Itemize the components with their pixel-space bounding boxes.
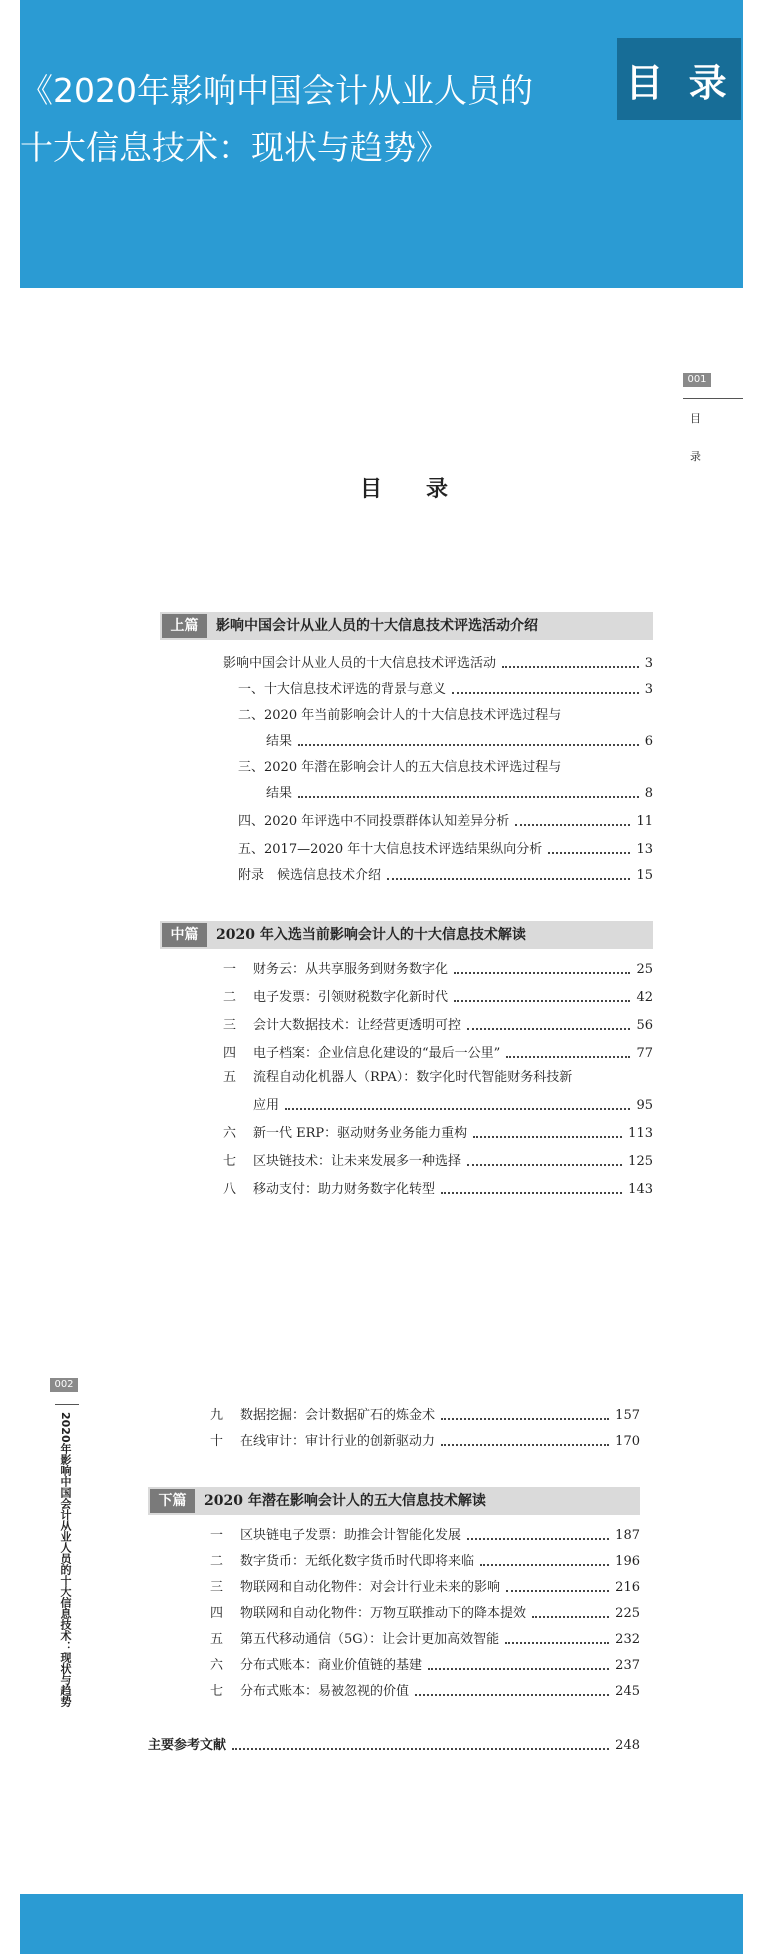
entry-page: 237 (615, 1658, 640, 1673)
toc-entry[interactable] (266, 782, 653, 804)
toc-heading: 目录 (360, 476, 493, 502)
entry-number: 六 (223, 1126, 237, 1141)
entry-page: 42 (636, 990, 653, 1005)
entry-number: 三 (210, 1580, 224, 1595)
side-char: 录 (690, 450, 701, 463)
page-number-002: 002 (50, 1378, 78, 1392)
part-header-middle (160, 921, 653, 949)
entry-page: 245 (615, 1684, 640, 1699)
toc-entry[interactable] (223, 986, 653, 1008)
entry-text: 区块链技术：让未来发展多一种选择 (253, 1154, 462, 1169)
entry-text: 结果 (266, 786, 293, 801)
toc-entry[interactable] (210, 1576, 640, 1598)
leader-dots (480, 1564, 609, 1566)
toc-entry[interactable] (238, 838, 653, 860)
entry-number: 二 (223, 990, 237, 1005)
entry-number: 五 (223, 1070, 237, 1085)
entry-text: 物联网和自动化物件：万物互联推动下的降本提效 (240, 1606, 527, 1621)
entry-page: 125 (628, 1154, 653, 1169)
leader-dots (473, 1136, 622, 1138)
toc-entry[interactable] (223, 1122, 653, 1144)
entry-page: 15 (636, 868, 653, 883)
entry-number: 一 (223, 962, 237, 977)
toc-entry[interactable] (238, 810, 653, 832)
toc-entry[interactable] (266, 730, 653, 752)
entry-page: 11 (636, 814, 653, 829)
leader-dots (232, 1748, 609, 1750)
entry-text: 物联网和自动化物件：对会计行业未来的影响 (240, 1580, 501, 1595)
entry-text: 三、2020 年潜在影响会计人的五大信息技术评选过程与 (238, 760, 562, 775)
leader-dots (506, 1056, 630, 1058)
leader-dots (548, 852, 630, 854)
entry-page: 248 (615, 1738, 640, 1753)
toc-entry[interactable] (223, 1014, 653, 1036)
entry-number: 九 (210, 1408, 224, 1423)
page-rule (683, 398, 743, 399)
contents-badge: 目 录 (617, 38, 741, 120)
entry-page: 225 (615, 1606, 640, 1621)
toc-entry[interactable] (238, 864, 653, 886)
leader-dots (532, 1616, 609, 1618)
entry-text: 会计大数据技术：让经营更透明可控 (253, 1018, 462, 1033)
toc-entry[interactable] (210, 1628, 640, 1650)
entry-number: 四 (210, 1606, 224, 1621)
leader-dots (515, 824, 630, 826)
entry-text: 分布式账本：易被忽视的价值 (240, 1684, 410, 1699)
entry-text: 应用 (253, 1098, 280, 1113)
side-char: 目 (690, 412, 701, 425)
leader-dots (298, 744, 639, 746)
entry-page: 143 (628, 1182, 653, 1197)
leader-dots (441, 1444, 609, 1446)
side-book-title: 2020年影响中国会计从业人员的十大信息技术：现状与趋势 (59, 1412, 72, 1707)
toc-entry[interactable] (210, 1404, 640, 1426)
entry-page: 216 (615, 1580, 640, 1595)
part-title: 2020 年潜在影响会计人的五大信息技术解读 (204, 1493, 486, 1509)
entry-number: 一 (210, 1528, 224, 1543)
toc-entry[interactable] (210, 1680, 640, 1702)
book-title: 《2020年影响中国会计从业人员的十大信息技术：现状与趋势》 (20, 71, 533, 167)
entry-text: 四、2020 年评选中不同投票群体认知差异分析 (238, 814, 510, 829)
entry-page: 95 (636, 1098, 653, 1113)
entry-page: 8 (644, 786, 653, 801)
part-label: 下篇 (150, 1489, 195, 1513)
entry-text: 分布式账本：商业价值链的基建 (240, 1658, 423, 1673)
footer-band (20, 1894, 743, 1954)
entry-text: 电子档案：企业信息化建设的“最后一公里” (253, 1046, 501, 1061)
entry-text: 数字货币：无纸化数字货币时代即将来临 (240, 1554, 475, 1569)
entry-page: 77 (636, 1046, 653, 1061)
entry-text: 移动支付：助力财务数字化转型 (253, 1182, 436, 1197)
leader-dots (285, 1108, 630, 1110)
entry-page: 3 (644, 656, 653, 671)
leader-dots (415, 1694, 609, 1696)
leader-dots (505, 1642, 609, 1644)
leader-dots (467, 1028, 630, 1030)
leader-dots (467, 1538, 609, 1540)
toc-entry[interactable] (210, 1654, 640, 1676)
toc-entry[interactable] (210, 1550, 640, 1572)
entry-text: 财务云：从共享服务到财务数字化 (253, 962, 449, 977)
leader-dots (454, 1000, 630, 1002)
leader-dots (298, 796, 639, 798)
leader-dots (467, 1164, 622, 1166)
part-title: 影响中国会计从业人员的十大信息技术评选活动介绍 (216, 618, 538, 634)
entry-text: 区块链电子发票：助推会计智能化发展 (240, 1528, 462, 1543)
toc-entry[interactable] (223, 958, 653, 980)
leader-dots (454, 972, 630, 974)
leader-dots (428, 1668, 609, 1670)
toc-entry[interactable] (210, 1524, 640, 1546)
leader-dots (441, 1418, 609, 1420)
entry-number: 七 (210, 1684, 224, 1699)
entry-number: 四 (223, 1046, 237, 1061)
leader-dots (387, 878, 630, 880)
entry-text: 数据挖掘：会计数据矿石的炼金术 (240, 1408, 436, 1423)
toc-entry-line (223, 1068, 572, 1088)
leader-dots (502, 666, 639, 668)
entry-number: 五 (210, 1632, 224, 1647)
toc-entry[interactable] (223, 1150, 653, 1172)
entry-text: 新一代 ERP：驱动财务业务能力重构 (253, 1126, 468, 1141)
toc-entry[interactable] (223, 1178, 653, 1200)
entry-page: 196 (615, 1554, 640, 1569)
entry-number: 七 (223, 1154, 237, 1169)
toc-entry[interactable] (210, 1430, 640, 1452)
entry-number: 二 (210, 1554, 224, 1569)
entry-text: 流程自动化机器人（RPA）：数字化时代智能财务科技新 (253, 1070, 573, 1085)
entry-text: 电子发票：引领财税数字化新时代 (253, 990, 449, 1005)
entry-text: 影响中国会计从业人员的十大信息技术评选活动 (223, 656, 497, 671)
part-label: 上篇 (162, 614, 207, 638)
entry-page: 187 (615, 1528, 640, 1543)
page-rule (55, 1404, 79, 1405)
entry-number: 六 (210, 1658, 224, 1673)
part-header-upper (160, 612, 653, 640)
entry-page: 13 (636, 842, 653, 857)
entry-text: 第五代移动通信（5G）：让会计更加高效智能 (240, 1632, 500, 1647)
entry-page: 157 (615, 1408, 640, 1423)
entry-page: 6 (644, 734, 653, 749)
leader-dots (452, 692, 639, 694)
entry-page: 3 (644, 682, 653, 697)
entry-page: 56 (636, 1018, 653, 1033)
toc-entry[interactable] (238, 678, 653, 700)
part-header-lower (148, 1487, 640, 1515)
entry-text: 二、2020 年当前影响会计人的十大信息技术评选过程与 (238, 708, 562, 723)
entry-text: 结果 (266, 734, 293, 749)
part-title: 2020 年入选当前影响会计人的十大信息技术解读 (216, 927, 526, 943)
entry-number: 三 (223, 1018, 237, 1033)
entry-text: 五、2017—2020 年十大信息技术评选结果纵向分析 (238, 842, 543, 857)
entry-page: 113 (628, 1126, 653, 1141)
entry-text: 主要参考文献 (148, 1738, 227, 1753)
entry-page: 232 (615, 1632, 640, 1647)
toc-entry[interactable] (253, 1094, 653, 1116)
entry-number: 八 (223, 1182, 237, 1197)
toc-entry[interactable] (223, 1042, 653, 1064)
entry-text: 一、十大信息技术评选的背景与意义 (238, 682, 447, 697)
toc-entry-references[interactable] (148, 1734, 640, 1756)
toc-entry[interactable] (210, 1602, 640, 1624)
part-label: 中篇 (162, 923, 207, 947)
entry-text: 附录 候选信息技术介绍 (238, 868, 382, 883)
entry-page: 170 (615, 1434, 640, 1449)
entry-text: 在线审计：审计行业的创新驱动力 (240, 1434, 436, 1449)
entry-number: 十 (210, 1434, 224, 1449)
leader-dots (506, 1590, 609, 1592)
entry-page: 25 (636, 962, 653, 977)
leader-dots (441, 1192, 622, 1194)
toc-entry[interactable] (223, 652, 653, 674)
page-number-001: 001 (683, 373, 711, 387)
